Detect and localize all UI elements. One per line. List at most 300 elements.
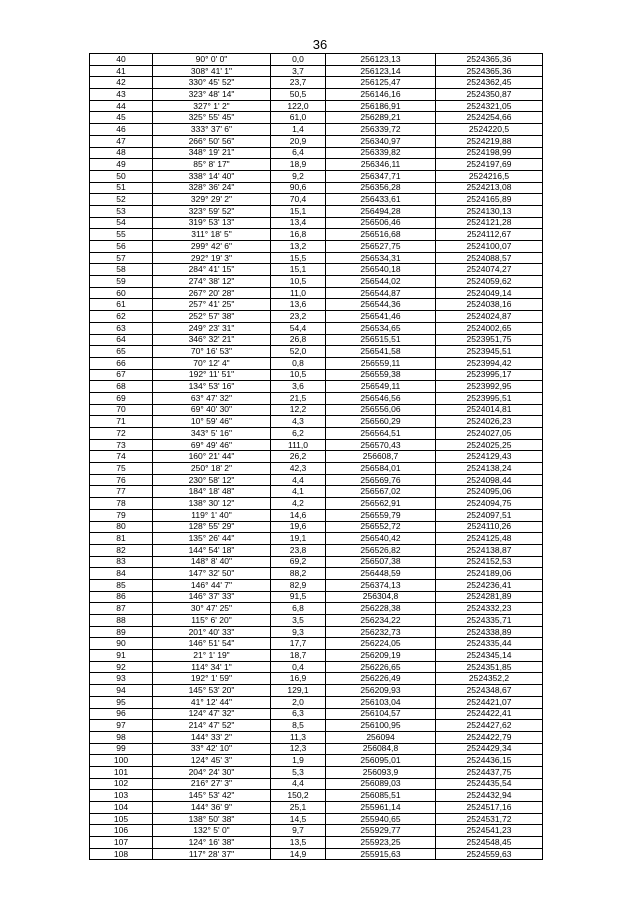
table-row xyxy=(90,556,543,568)
distance-cell: 6,3 xyxy=(271,708,326,720)
direction-angle-cell: 308° 41' 1" xyxy=(153,65,271,77)
y-coordinate-cell: 2524335,71 xyxy=(436,615,543,627)
x-coordinate-cell: 256103,04 xyxy=(326,696,436,708)
point-number-cell: 51 xyxy=(90,182,153,194)
table-row xyxy=(90,416,543,428)
x-coordinate-cell: 256347,71 xyxy=(326,170,436,182)
direction-angle-cell: 325° 55' 45" xyxy=(153,112,271,124)
distance-cell: 3,6 xyxy=(271,381,326,393)
distance-cell: 15,1 xyxy=(271,205,326,217)
distance-cell: 9,7 xyxy=(271,825,326,837)
distance-cell: 16,8 xyxy=(271,229,326,241)
x-coordinate-cell: 256100,95 xyxy=(326,720,436,732)
y-coordinate-cell: 2524348,67 xyxy=(436,685,543,697)
direction-angle-cell: 230° 58' 12" xyxy=(153,474,271,486)
x-coordinate-cell: 256527,75 xyxy=(326,241,436,253)
distance-cell: 54,4 xyxy=(271,322,326,334)
coordinates-table-body xyxy=(90,54,543,860)
x-coordinate-cell: 256304,8 xyxy=(326,591,436,603)
y-coordinate-cell: 2524365,36 xyxy=(436,54,543,66)
table-row xyxy=(90,778,543,790)
table-row xyxy=(90,463,543,475)
x-coordinate-cell: 256526,82 xyxy=(326,544,436,556)
table-row xyxy=(90,89,543,101)
direction-angle-cell: 148° 8' 40" xyxy=(153,556,271,568)
point-number-cell: 59 xyxy=(90,276,153,288)
x-coordinate-cell: 256544,87 xyxy=(326,287,436,299)
point-number-cell: 67 xyxy=(90,369,153,381)
y-coordinate-cell: 2524026,23 xyxy=(436,416,543,428)
point-number-cell: 100 xyxy=(90,755,153,767)
x-coordinate-cell: 256339,72 xyxy=(326,124,436,136)
point-number-cell: 64 xyxy=(90,334,153,346)
y-coordinate-cell: 2524197,69 xyxy=(436,159,543,171)
table-row xyxy=(90,720,543,732)
direction-angle-cell: 21° 1' 19" xyxy=(153,650,271,662)
x-coordinate-cell: 256209,93 xyxy=(326,685,436,697)
y-coordinate-cell: 2524094,75 xyxy=(436,498,543,510)
table-row xyxy=(90,135,543,147)
table-row xyxy=(90,813,543,825)
point-number-cell: 105 xyxy=(90,813,153,825)
y-coordinate-cell: 2524189,06 xyxy=(436,568,543,580)
y-coordinate-cell: 2524220,5 xyxy=(436,124,543,136)
x-coordinate-cell: 256228,38 xyxy=(326,603,436,615)
table-row xyxy=(90,217,543,229)
x-coordinate-cell: 256534,31 xyxy=(326,252,436,264)
y-coordinate-cell: 2523951,75 xyxy=(436,334,543,346)
x-coordinate-cell: 256552,72 xyxy=(326,521,436,533)
y-coordinate-cell: 2524002,65 xyxy=(436,322,543,334)
table-row xyxy=(90,322,543,334)
x-coordinate-cell: 256559,11 xyxy=(326,357,436,369)
distance-cell: 17,7 xyxy=(271,638,326,650)
x-coordinate-cell: 256559,38 xyxy=(326,369,436,381)
x-coordinate-cell: 256541,46 xyxy=(326,311,436,323)
y-coordinate-cell: 2524437,75 xyxy=(436,766,543,778)
y-coordinate-cell: 2524121,28 xyxy=(436,217,543,229)
direction-angle-cell: 146° 37' 33" xyxy=(153,591,271,603)
distance-cell: 19,6 xyxy=(271,521,326,533)
direction-angle-cell: 135° 26' 44" xyxy=(153,533,271,545)
table-row xyxy=(90,661,543,673)
direction-angle-cell: 329° 29' 2" xyxy=(153,194,271,206)
y-coordinate-cell: 2524436,15 xyxy=(436,755,543,767)
distance-cell: 13,2 xyxy=(271,241,326,253)
y-coordinate-cell: 2523994,42 xyxy=(436,357,543,369)
table-row xyxy=(90,357,543,369)
x-coordinate-cell: 256093,9 xyxy=(326,766,436,778)
table-row xyxy=(90,77,543,89)
y-coordinate-cell: 2524559,63 xyxy=(436,848,543,860)
point-number-cell: 49 xyxy=(90,159,153,171)
table-row xyxy=(90,790,543,802)
distance-cell: 10,5 xyxy=(271,276,326,288)
distance-cell: 13,5 xyxy=(271,837,326,849)
direction-angle-cell: 249° 23' 31" xyxy=(153,322,271,334)
distance-cell: 13,4 xyxy=(271,217,326,229)
table-row xyxy=(90,428,543,440)
distance-cell: 8,5 xyxy=(271,720,326,732)
point-number-cell: 73 xyxy=(90,439,153,451)
direction-angle-cell: 250° 18' 2" xyxy=(153,463,271,475)
point-number-cell: 102 xyxy=(90,778,153,790)
x-coordinate-cell: 255961,14 xyxy=(326,802,436,814)
table-row xyxy=(90,498,543,510)
table-row xyxy=(90,334,543,346)
distance-cell: 18,9 xyxy=(271,159,326,171)
point-number-cell: 63 xyxy=(90,322,153,334)
distance-cell: 23,2 xyxy=(271,311,326,323)
y-coordinate-cell: 2524429,34 xyxy=(436,743,543,755)
y-coordinate-cell: 2524365,36 xyxy=(436,65,543,77)
point-number-cell: 96 xyxy=(90,708,153,720)
y-coordinate-cell: 2524517,16 xyxy=(436,802,543,814)
direction-angle-cell: 346° 32' 21" xyxy=(153,334,271,346)
y-coordinate-cell: 2524254,66 xyxy=(436,112,543,124)
table-row xyxy=(90,124,543,136)
direction-angle-cell: 319° 53' 13" xyxy=(153,217,271,229)
distance-cell: 3,5 xyxy=(271,615,326,627)
direction-angle-cell: 343° 5' 16" xyxy=(153,428,271,440)
x-coordinate-cell: 256089,03 xyxy=(326,778,436,790)
direction-angle-cell: 128° 55' 29" xyxy=(153,521,271,533)
direction-angle-cell: 124° 45' 3" xyxy=(153,755,271,767)
table-row xyxy=(90,287,543,299)
distance-cell: 15,5 xyxy=(271,252,326,264)
direction-angle-cell: 323° 48' 14" xyxy=(153,89,271,101)
direction-angle-cell: 348° 19' 21" xyxy=(153,147,271,159)
distance-cell: 50,5 xyxy=(271,89,326,101)
y-coordinate-cell: 2524025,25 xyxy=(436,439,543,451)
x-coordinate-cell: 256544,02 xyxy=(326,276,436,288)
y-coordinate-cell: 2524088,57 xyxy=(436,252,543,264)
table-row xyxy=(90,731,543,743)
point-number-cell: 84 xyxy=(90,568,153,580)
direction-angle-cell: 160° 21' 44" xyxy=(153,451,271,463)
table-row xyxy=(90,708,543,720)
point-number-cell: 97 xyxy=(90,720,153,732)
point-number-cell: 81 xyxy=(90,533,153,545)
table-row xyxy=(90,685,543,697)
table-row xyxy=(90,451,543,463)
y-coordinate-cell: 2524198,99 xyxy=(436,147,543,159)
direction-angle-cell: 144° 54' 18" xyxy=(153,544,271,556)
distance-cell: 129,1 xyxy=(271,685,326,697)
direction-angle-cell: 328° 36' 24" xyxy=(153,182,271,194)
table-row xyxy=(90,112,543,124)
x-coordinate-cell: 256567,02 xyxy=(326,486,436,498)
x-coordinate-cell: 256562,91 xyxy=(326,498,436,510)
table-row xyxy=(90,743,543,755)
distance-cell: 21,5 xyxy=(271,392,326,404)
distance-cell: 0,4 xyxy=(271,661,326,673)
y-coordinate-cell: 2524332,23 xyxy=(436,603,543,615)
point-number-cell: 69 xyxy=(90,392,153,404)
y-coordinate-cell: 2524129,43 xyxy=(436,451,543,463)
y-coordinate-cell: 2524049,14 xyxy=(436,287,543,299)
y-coordinate-cell: 2524421,07 xyxy=(436,696,543,708)
y-coordinate-cell: 2524338,89 xyxy=(436,626,543,638)
point-number-cell: 108 xyxy=(90,848,153,860)
distance-cell: 15,1 xyxy=(271,264,326,276)
distance-cell: 5,3 xyxy=(271,766,326,778)
direction-angle-cell: 132° 5' 0" xyxy=(153,825,271,837)
y-coordinate-cell: 2524125,48 xyxy=(436,533,543,545)
y-coordinate-cell: 2524351,85 xyxy=(436,661,543,673)
distance-cell: 25,1 xyxy=(271,802,326,814)
point-number-cell: 42 xyxy=(90,77,153,89)
distance-cell: 150,2 xyxy=(271,790,326,802)
point-number-cell: 50 xyxy=(90,170,153,182)
distance-cell: 6,8 xyxy=(271,603,326,615)
table-row xyxy=(90,392,543,404)
direction-angle-cell: 201° 40' 33" xyxy=(153,626,271,638)
distance-cell: 61,0 xyxy=(271,112,326,124)
y-coordinate-cell: 2524038,16 xyxy=(436,299,543,311)
table-row xyxy=(90,755,543,767)
direction-angle-cell: 41° 12' 44" xyxy=(153,696,271,708)
direction-angle-cell: 138° 50' 38" xyxy=(153,813,271,825)
point-number-cell: 86 xyxy=(90,591,153,603)
distance-cell: 4,4 xyxy=(271,474,326,486)
direction-angle-cell: 145° 53' 20" xyxy=(153,685,271,697)
x-coordinate-cell: 256226,49 xyxy=(326,673,436,685)
point-number-cell: 80 xyxy=(90,521,153,533)
table-row xyxy=(90,615,543,627)
point-number-cell: 44 xyxy=(90,100,153,112)
point-number-cell: 92 xyxy=(90,661,153,673)
direction-angle-cell: 311° 18' 5" xyxy=(153,229,271,241)
x-coordinate-cell: 256608,7 xyxy=(326,451,436,463)
x-coordinate-cell: 256224,05 xyxy=(326,638,436,650)
point-number-cell: 82 xyxy=(90,544,153,556)
point-number-cell: 95 xyxy=(90,696,153,708)
x-coordinate-cell: 256541,58 xyxy=(326,346,436,358)
point-number-cell: 87 xyxy=(90,603,153,615)
distance-cell: 4,4 xyxy=(271,778,326,790)
distance-cell: 23,8 xyxy=(271,544,326,556)
x-coordinate-cell: 256232,73 xyxy=(326,626,436,638)
x-coordinate-cell: 256494,28 xyxy=(326,205,436,217)
x-coordinate-cell: 256374,13 xyxy=(326,579,436,591)
point-number-cell: 98 xyxy=(90,731,153,743)
point-number-cell: 61 xyxy=(90,299,153,311)
point-number-cell: 90 xyxy=(90,638,153,650)
point-number-cell: 91 xyxy=(90,650,153,662)
distance-cell: 70,4 xyxy=(271,194,326,206)
direction-angle-cell: 266° 50' 56" xyxy=(153,135,271,147)
y-coordinate-cell: 2524112,67 xyxy=(436,229,543,241)
point-number-cell: 41 xyxy=(90,65,153,77)
x-coordinate-cell: 256534,65 xyxy=(326,322,436,334)
table-row xyxy=(90,509,543,521)
x-coordinate-cell: 256506,46 xyxy=(326,217,436,229)
point-number-cell: 104 xyxy=(90,802,153,814)
x-coordinate-cell: 256540,18 xyxy=(326,264,436,276)
x-coordinate-cell: 256584,01 xyxy=(326,463,436,475)
x-coordinate-cell: 256123,13 xyxy=(326,54,436,66)
y-coordinate-cell: 2524345,14 xyxy=(436,650,543,662)
y-coordinate-cell: 2524435,54 xyxy=(436,778,543,790)
y-coordinate-cell: 2524097,51 xyxy=(436,509,543,521)
table-row xyxy=(90,182,543,194)
x-coordinate-cell: 256340,97 xyxy=(326,135,436,147)
y-coordinate-cell: 2524548,45 xyxy=(436,837,543,849)
y-coordinate-cell: 2524152,53 xyxy=(436,556,543,568)
x-coordinate-cell: 256549,11 xyxy=(326,381,436,393)
table-row xyxy=(90,638,543,650)
table-row xyxy=(90,439,543,451)
distance-cell: 6,4 xyxy=(271,147,326,159)
direction-angle-cell: 323° 59' 52" xyxy=(153,205,271,217)
y-coordinate-cell: 2524024,87 xyxy=(436,311,543,323)
distance-cell: 12,3 xyxy=(271,743,326,755)
distance-cell: 13,6 xyxy=(271,299,326,311)
y-coordinate-cell: 2524236,41 xyxy=(436,579,543,591)
table-row xyxy=(90,837,543,849)
point-number-cell: 56 xyxy=(90,241,153,253)
y-coordinate-cell: 2524213,08 xyxy=(436,182,543,194)
y-coordinate-cell: 2524432,94 xyxy=(436,790,543,802)
y-coordinate-cell: 2524321,05 xyxy=(436,100,543,112)
distance-cell: 23,7 xyxy=(271,77,326,89)
x-coordinate-cell: 256289,21 xyxy=(326,112,436,124)
distance-cell: 12,2 xyxy=(271,404,326,416)
direction-angle-cell: 115° 6' 20" xyxy=(153,615,271,627)
distance-cell: 42,3 xyxy=(271,463,326,475)
y-coordinate-cell: 2524014,81 xyxy=(436,404,543,416)
x-coordinate-cell: 256209,19 xyxy=(326,650,436,662)
point-number-cell: 79 xyxy=(90,509,153,521)
point-number-cell: 72 xyxy=(90,428,153,440)
x-coordinate-cell: 256540,42 xyxy=(326,533,436,545)
direction-angle-cell: 85° 8' 17" xyxy=(153,159,271,171)
point-number-cell: 45 xyxy=(90,112,153,124)
x-coordinate-cell: 256339,82 xyxy=(326,147,436,159)
direction-angle-cell: 252° 57' 38" xyxy=(153,311,271,323)
point-number-cell: 78 xyxy=(90,498,153,510)
direction-angle-cell: 192° 11' 51" xyxy=(153,369,271,381)
table-row xyxy=(90,626,543,638)
y-coordinate-cell: 2524110,26 xyxy=(436,521,543,533)
direction-angle-cell: 145° 53' 42" xyxy=(153,790,271,802)
x-coordinate-cell: 256433,61 xyxy=(326,194,436,206)
y-coordinate-cell: 2523995,17 xyxy=(436,369,543,381)
direction-angle-cell: 70° 12' 4" xyxy=(153,357,271,369)
distance-cell: 19,1 xyxy=(271,533,326,545)
table-row xyxy=(90,194,543,206)
x-coordinate-cell: 256146,16 xyxy=(326,89,436,101)
y-coordinate-cell: 2524531,72 xyxy=(436,813,543,825)
table-row xyxy=(90,264,543,276)
distance-cell: 4,3 xyxy=(271,416,326,428)
x-coordinate-cell: 256569,76 xyxy=(326,474,436,486)
point-number-cell: 99 xyxy=(90,743,153,755)
x-coordinate-cell: 256085,51 xyxy=(326,790,436,802)
y-coordinate-cell: 2524335,44 xyxy=(436,638,543,650)
table-row xyxy=(90,65,543,77)
x-coordinate-cell: 256094 xyxy=(326,731,436,743)
point-number-cell: 83 xyxy=(90,556,153,568)
table-row xyxy=(90,533,543,545)
distance-cell: 11,0 xyxy=(271,287,326,299)
y-coordinate-cell: 2524138,24 xyxy=(436,463,543,475)
distance-cell: 1,9 xyxy=(271,755,326,767)
point-number-cell: 68 xyxy=(90,381,153,393)
direction-angle-cell: 124° 16' 38" xyxy=(153,837,271,849)
y-coordinate-cell: 2524095,06 xyxy=(436,486,543,498)
direction-angle-cell: 184° 18' 48" xyxy=(153,486,271,498)
table-row xyxy=(90,486,543,498)
point-number-cell: 75 xyxy=(90,463,153,475)
distance-cell: 18,7 xyxy=(271,650,326,662)
x-coordinate-cell: 255940,65 xyxy=(326,813,436,825)
y-coordinate-cell: 2523992,95 xyxy=(436,381,543,393)
direction-angle-cell: 69° 49' 46" xyxy=(153,439,271,451)
direction-angle-cell: 333° 37' 6" xyxy=(153,124,271,136)
y-coordinate-cell: 2524059,62 xyxy=(436,276,543,288)
x-coordinate-cell: 256095,01 xyxy=(326,755,436,767)
direction-angle-cell: 257° 41' 25" xyxy=(153,299,271,311)
distance-cell: 4,2 xyxy=(271,498,326,510)
direction-angle-cell: 114° 34' 1" xyxy=(153,661,271,673)
direction-angle-cell: 63° 47' 32" xyxy=(153,392,271,404)
point-number-cell: 76 xyxy=(90,474,153,486)
table-row xyxy=(90,521,543,533)
distance-cell: 122,0 xyxy=(271,100,326,112)
direction-angle-cell: 267° 20' 28" xyxy=(153,287,271,299)
point-number-cell: 94 xyxy=(90,685,153,697)
direction-angle-cell: 144° 36' 9" xyxy=(153,802,271,814)
distance-cell: 4,1 xyxy=(271,486,326,498)
direction-angle-cell: 299° 42' 6" xyxy=(153,241,271,253)
point-number-cell: 106 xyxy=(90,825,153,837)
direction-angle-cell: 30° 47' 25" xyxy=(153,603,271,615)
x-coordinate-cell: 256560,29 xyxy=(326,416,436,428)
table-row xyxy=(90,766,543,778)
direction-angle-cell: 146° 51' 54" xyxy=(153,638,271,650)
table-row xyxy=(90,252,543,264)
point-number-cell: 60 xyxy=(90,287,153,299)
direction-angle-cell: 10° 59' 46" xyxy=(153,416,271,428)
point-number-cell: 40 xyxy=(90,54,153,66)
direction-angle-cell: 192° 1' 59" xyxy=(153,673,271,685)
point-number-cell: 58 xyxy=(90,264,153,276)
point-number-cell: 93 xyxy=(90,673,153,685)
point-number-cell: 62 xyxy=(90,311,153,323)
direction-angle-cell: 284° 41' 15" xyxy=(153,264,271,276)
distance-cell: 26,2 xyxy=(271,451,326,463)
y-coordinate-cell: 2524216,5 xyxy=(436,170,543,182)
x-coordinate-cell: 256570,43 xyxy=(326,439,436,451)
direction-angle-cell: 292° 19' 3" xyxy=(153,252,271,264)
table-row xyxy=(90,170,543,182)
point-number-cell: 48 xyxy=(90,147,153,159)
point-number-cell: 53 xyxy=(90,205,153,217)
point-number-cell: 55 xyxy=(90,229,153,241)
table-row xyxy=(90,544,543,556)
table-row xyxy=(90,276,543,288)
x-coordinate-cell: 256516,68 xyxy=(326,229,436,241)
y-coordinate-cell: 2524541,23 xyxy=(436,825,543,837)
distance-cell: 3,7 xyxy=(271,65,326,77)
table-row xyxy=(90,568,543,580)
direction-angle-cell: 204° 24' 30" xyxy=(153,766,271,778)
y-coordinate-cell: 2524138,87 xyxy=(436,544,543,556)
point-number-cell: 65 xyxy=(90,346,153,358)
x-coordinate-cell: 256546,56 xyxy=(326,392,436,404)
